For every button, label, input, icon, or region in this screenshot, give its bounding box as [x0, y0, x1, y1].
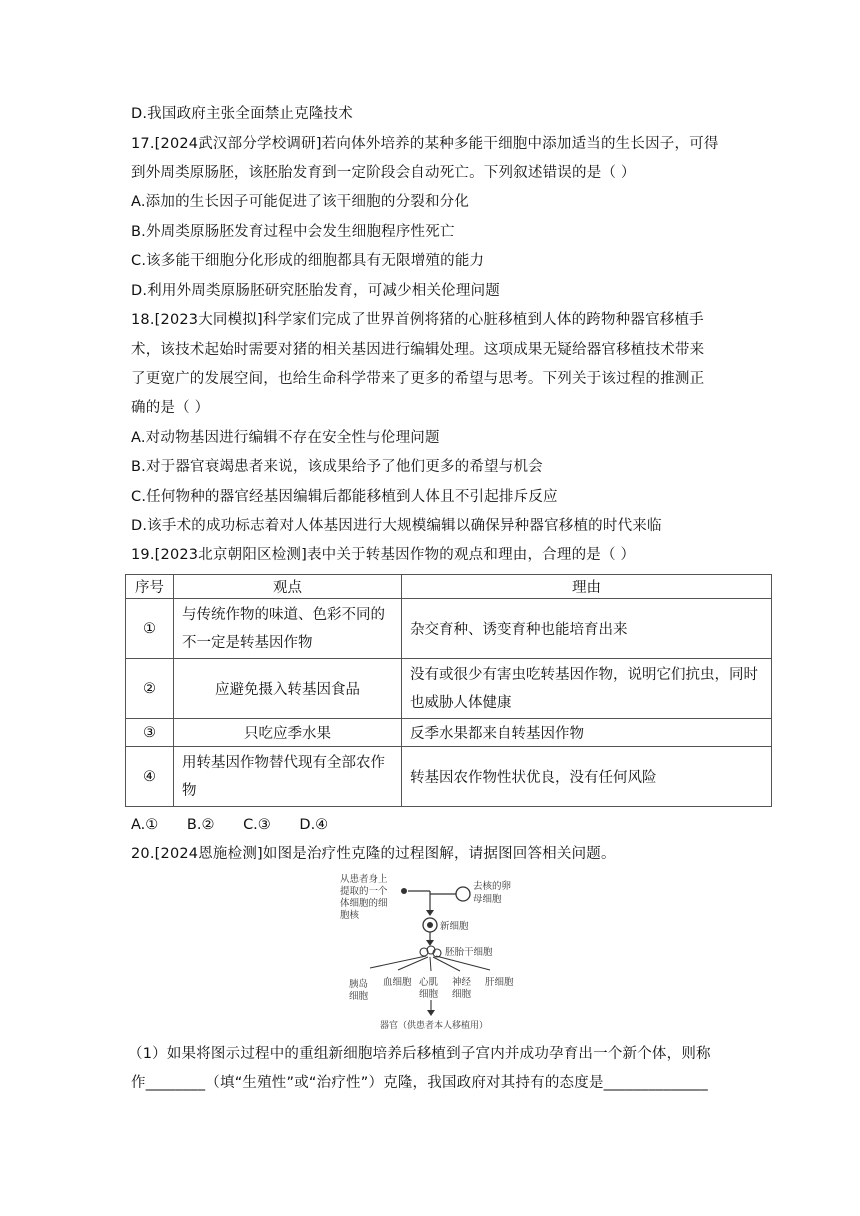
target-heart-1: 心肌 — [419, 977, 439, 988]
q19-option-d: D.④ — [299, 817, 329, 833]
q18-stem-line3: 了更宽广的发展空间，也给生命科学带来了更多的希望与思考。下列关于该过程的推测正 — [131, 371, 705, 387]
q18-stem-line2: 术，该技术起始时需要对猪的相关基因进行编辑处理。这项成果无疑给器官移植技术带来 — [131, 342, 705, 358]
new-cell-label: 新细胞 — [440, 921, 469, 932]
q18-option-b: B.对于器官衰竭患者来说，该成果给予了他们更多的希望与机会 — [131, 459, 543, 475]
q19-option-a: A.① — [131, 817, 159, 833]
therapeutic-cloning-diagram — [330, 872, 530, 1032]
nucleus-dot — [401, 888, 407, 894]
nucleus-source-label-3: 体细胞的细 — [340, 898, 388, 909]
row-reason: 杂交育种、诱变育种也能培育出来 — [402, 599, 772, 659]
q19-option-b: B.② — [186, 817, 215, 833]
q16-option-d: D.我国政府主张全面禁止克隆技术 — [131, 106, 353, 122]
q18-option-c: C.任何物种的器官经基因编辑后都能移植到人体且不引起排斥反应 — [131, 489, 558, 505]
nucleus-source-label-1: 从患者身上 — [340, 874, 388, 885]
table-row — [126, 747, 772, 807]
q19-option-c: C.③ — [243, 817, 271, 833]
row-view: 用转基因作物替代现有全部农作物 — [182, 754, 385, 799]
organ-arrowhead — [427, 1010, 435, 1016]
row-reason: 没有或很少有害虫吃转基因作物，说明它们抗虫，同时也威胁人体健康 — [410, 666, 758, 711]
q17-stem-line2: 到外周类原肠胚，该胚胎发育到一定阶段会自动死亡。下列叙述错误的是（ ） — [131, 165, 636, 181]
table-row — [126, 599, 772, 659]
newcell-arrowhead — [426, 940, 434, 946]
organ-label: 器官（供患者本人移植用） — [380, 1021, 489, 1031]
target-islet-1: 胰岛 — [349, 979, 369, 990]
row-number: ② — [126, 659, 174, 719]
q20-1-line2: 作________（填“生殖性”或“治疗性”）克隆，我国政府对其持有的态度是______________ — [131, 1075, 708, 1091]
q18-option-d: D.该手术的成功标志着对人体基因进行大规模编辑以确保异种器官移植的时代来临 — [131, 518, 662, 534]
q17-option-b: B.外周类原肠胚发育过程中会发生细胞程序性死亡 — [131, 224, 455, 240]
target-nerve-1: 神经 — [452, 977, 472, 988]
row-view: 应避免摄入转基因食品 — [174, 659, 402, 719]
nucleus-source-label-2: 提取的一个 — [340, 886, 388, 897]
row-view: 只吃应季水果 — [174, 719, 402, 747]
nucleus-source-label-4: 胞核 — [340, 910, 360, 921]
q20-1-line1: （1）如果将图示过程中的重组新细胞培养后移植到子宫内并成功孕育出一个新个体，则称 — [128, 1046, 711, 1062]
row-number: ④ — [126, 747, 174, 807]
new-cell-nucleus — [427, 922, 433, 928]
table-row — [126, 659, 772, 719]
merge-arrowhead — [426, 910, 434, 916]
egg-label-1: 去核的卵 — [473, 881, 512, 892]
table-row — [126, 719, 772, 747]
row-number: ① — [126, 599, 174, 659]
header-reason: 理由 — [402, 575, 772, 599]
row-reason: 转基因农作物性状优良，没有任何风险 — [402, 747, 772, 807]
target-nerve-2: 细胞 — [452, 989, 472, 1000]
q18-stem-line1: 18.[2023大同模拟]科学家们完成了世界首例将猪的心脏移植到人体的跨物种器官移植手 — [131, 312, 704, 328]
egg-cell-icon — [456, 887, 470, 901]
target-heart-2: 细胞 — [419, 989, 439, 1000]
q17-option-d: D.利用外周类原肠胚研究胚胎发育，可减少相关伦理问题 — [131, 283, 500, 299]
q17-option-c: C.该多能干细胞分化形成的细胞都具有无限增殖的能力 — [131, 253, 485, 269]
q18-stem-line4: 确的是（ ） — [131, 400, 210, 416]
stem-cell-label: 胚胎干细胞 — [445, 947, 493, 958]
branch-heart — [430, 957, 431, 971]
row-number: ③ — [126, 719, 174, 747]
egg-label-2: 母细胞 — [473, 894, 502, 905]
target-islet-2: 细胞 — [349, 991, 369, 1002]
q19-stem: 19.[2023北京朝阳区检测]表中关于转基因作物的观点和理由，合理的是（ ） — [131, 547, 636, 563]
q18-option-a: A.对动物基因进行编辑不存在安全性与伦理问题 — [131, 430, 440, 446]
table-header-row — [126, 575, 772, 599]
target-blood: 血细胞 — [383, 977, 412, 988]
q17-option-a: A.添加的生长因子可能促进了该干细胞的分裂和分化 — [131, 194, 470, 210]
q19-options — [131, 815, 352, 835]
row-view: 与传统作物的味道、色彩不同的不一定是转基因作物 — [182, 606, 385, 651]
gm-crops-table — [125, 574, 772, 807]
target-liver: 肝细胞 — [485, 977, 514, 988]
q17-stem-line1: 17.[2024武汉部分学校调研]若向体外培养的某种多能干细胞中添加适当的生长因子，可得 — [131, 136, 719, 152]
row-reason: 反季水果都来自转基因作物 — [402, 719, 772, 747]
header-view: 观点 — [174, 575, 402, 599]
header-no: 序号 — [126, 575, 174, 599]
q20-stem: 20.[2024恩施检测]如图是治疗性克隆的过程图解，请据图回答相关问题。 — [131, 846, 616, 862]
